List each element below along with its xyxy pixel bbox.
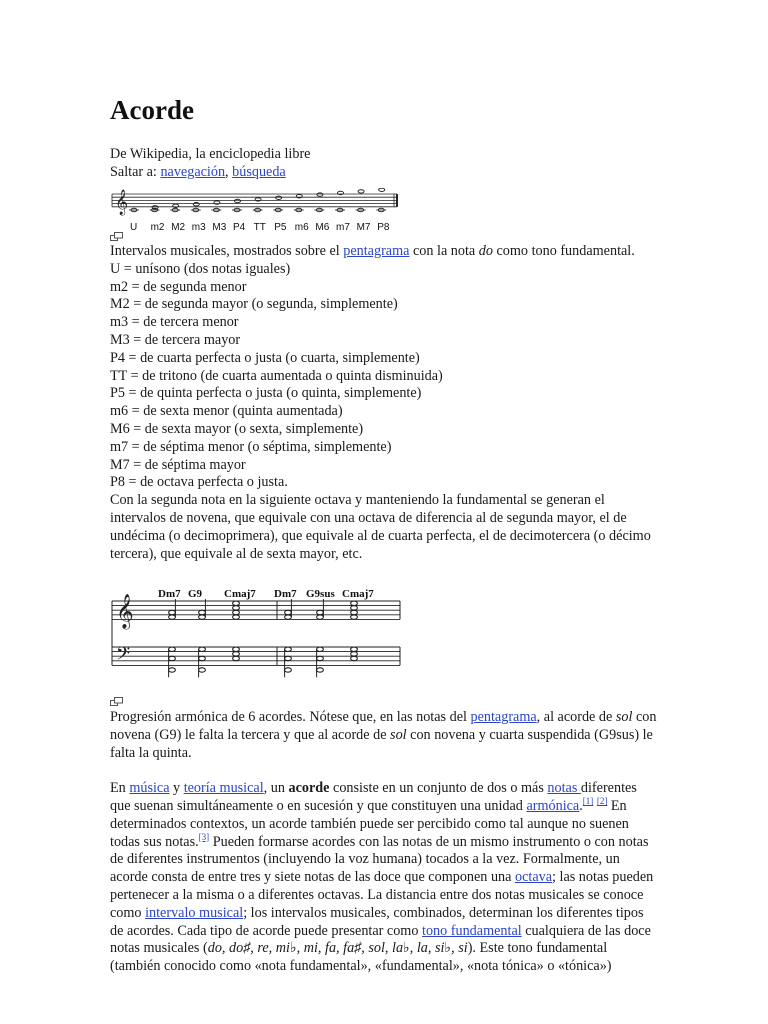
intervals-figure[interactable]	[110, 188, 402, 236]
interval-label: TT	[253, 222, 266, 233]
chord-symbol: Cmaj7	[224, 588, 256, 600]
interval-label: P4	[233, 222, 246, 233]
enlarge-icon[interactable]	[110, 697, 123, 706]
armonica-link[interactable]: armónica	[526, 797, 580, 814]
interval-label: m7	[336, 222, 350, 233]
reference-3[interactable]: [3]	[198, 831, 210, 842]
note-head	[317, 656, 324, 660]
interval-line: M2 = de segunda mayor (o segunda, simplemente)	[110, 296, 398, 313]
chord-symbol: Dm7	[274, 588, 297, 600]
note-head	[233, 647, 240, 651]
interval-line: U = unísono (dos notas iguales)	[110, 260, 291, 277]
note-head	[169, 668, 176, 672]
interval-line: m3 = de tercera menor	[110, 314, 239, 331]
jump-links	[110, 164, 310, 182]
search-link[interactable]: búsqueda	[232, 163, 286, 180]
jump-prefix: Saltar a:	[110, 163, 161, 180]
interval-label: P5	[274, 222, 287, 233]
interval-label: m3	[191, 222, 206, 233]
page-title: Acorde	[110, 95, 194, 125]
note-head	[351, 606, 358, 610]
reference-2[interactable]: [2]	[596, 795, 608, 806]
whole-note	[193, 203, 199, 206]
article-body	[110, 709, 660, 976]
note-head	[285, 668, 292, 672]
interval-line: M3 = de tercera mayor	[110, 331, 241, 348]
subtitle-block	[110, 146, 310, 182]
interval-line: M7 = de séptima mayor	[110, 456, 246, 473]
figure1-caption	[110, 243, 660, 563]
note-head	[199, 656, 206, 660]
interval-label: M6	[315, 222, 330, 233]
progression-figure[interactable]	[110, 585, 406, 693]
tono-fundamental-link[interactable]: tono fundamental	[422, 922, 522, 939]
interval-line: TT = de tritono (de cuarta aumentada o quinta disminuida)	[110, 367, 443, 384]
interval-label: m6	[294, 222, 309, 233]
intro-paragraph: En música y teoría musical, un acorde consiste en un conjunto de dos o más notas diferentes que suenan simultáneamente o en sucesión y que constituyen una unidad armónica.[1] [2] En determinados contextos, un acorde también puede ser percibido como tal aunque no suenen todas sus notas.[3] Pueden formarse acordes con las notas de un mismo instrumento o con notas de diferentes instrumentos (incluyendo la voz humana) tocados a la vez. Formalmente, un acorde consta de entre tres y siete notas de las doce que componen una octava; las notas pueden pertenecer a la misma o a diferentes octavas. La distancia entre dos notas musicales se conoce como intervalo musical; los intervalos musicales, combinados, determinan los diferentes tipos de acordes. Cada tipo de acorde puede presentar como tono fundamental cualquiera de las doce notas musicales (do, do♯, re, mi♭, mi, fa, fa♯, sol, la♭, la, si♭, si). Este tono fundamental (también conocido como «nota fundamental», «fundamental», «nota tónica» o «tónica»)	[110, 780, 654, 975]
intervals-staff-image	[110, 188, 402, 236]
note-head	[285, 615, 292, 619]
interval-extra: Con la segunda nota en la siguiente octava y manteniendo la fundamental se generan el intervalos de novena, que equivale con una octava de diferencia al de segunda mayor, el de undécima (o decimoprimera), que equivale al de cuarta perfecta, el de decimotercera (o décimo tercera), que equivale al de sexta mayor, etc.	[110, 492, 651, 562]
notas-link[interactable]: notas	[547, 780, 581, 797]
interval-line: P4 = de cuarta perfecta o justa (o cuarta, simplemente)	[110, 349, 420, 366]
note-head	[351, 601, 358, 605]
interval-label: M3	[212, 222, 227, 233]
source-line: De Wikipedia, la enciclopedia libre	[110, 146, 311, 162]
musica-link[interactable]: música	[129, 780, 170, 797]
note-head	[233, 610, 240, 614]
whole-note	[317, 193, 323, 196]
note-head	[317, 610, 324, 614]
note-head	[285, 610, 292, 614]
navigation-link[interactable]: navegación	[160, 163, 226, 180]
pentagrama-link-2[interactable]: pentagrama	[470, 709, 537, 725]
octava-link[interactable]: octava	[514, 869, 553, 886]
interval-line: P5 = de quinta perfecta o justa (o quinta, simplemente)	[110, 385, 422, 402]
interval-line: m6 = de sexta menor (quinta aumentada)	[110, 403, 343, 420]
note-head	[233, 606, 240, 610]
note-head	[169, 647, 176, 651]
intervalo-musical-link[interactable]: intervalo musical	[145, 904, 244, 921]
chord-symbol: G9	[188, 588, 203, 600]
note-head	[169, 615, 176, 619]
chord-symbol: G9sus	[306, 588, 335, 600]
interval-label: M7	[356, 222, 371, 233]
interval-label: m2	[150, 222, 165, 233]
interval-line: m2 = de segunda menor	[110, 278, 247, 295]
note-head	[199, 615, 206, 619]
progression-staff-image	[110, 585, 406, 693]
chord-symbol: Dm7	[158, 588, 181, 600]
note-head	[317, 647, 324, 651]
note-head	[199, 668, 206, 672]
note-head	[285, 647, 292, 651]
note-head	[351, 652, 358, 656]
caption-intro: Intervalos musicales, mostrados sobre el pentagrama con la nota do como tono fundamental.	[110, 243, 635, 259]
jump-separator: ,	[225, 163, 233, 180]
interval-label: P8	[377, 222, 390, 233]
note-head	[351, 656, 358, 660]
whole-note	[276, 196, 282, 199]
interval-label: M2	[171, 222, 186, 233]
interval-line: P8 = de octava perfecta o justa.	[110, 474, 288, 491]
teoria-musical-link[interactable]: teoría musical	[183, 780, 264, 797]
note-head	[317, 615, 324, 619]
note-head	[233, 601, 240, 605]
note-head	[233, 656, 240, 660]
bass-clef: 𝄢	[116, 644, 131, 669]
interval-line: m7 = de séptima menor (o séptima, simplemente)	[110, 438, 392, 455]
reference-1[interactable]: [1]	[582, 795, 594, 806]
chord-symbol: Cmaj7	[342, 588, 374, 600]
note-head	[285, 656, 292, 660]
treble-clef: 𝄞	[115, 190, 129, 215]
note-head	[351, 647, 358, 651]
pentagrama-link[interactable]: pentagrama	[343, 243, 410, 259]
note-head	[317, 668, 324, 672]
note-head	[169, 656, 176, 660]
note-head	[351, 610, 358, 614]
interval-line: M6 = de sexta mayor (o sexta, simplemente)	[110, 420, 364, 437]
interval-label: U	[130, 222, 138, 233]
note-head	[199, 610, 206, 614]
note-head	[169, 610, 176, 614]
enlarge-icon[interactable]	[110, 232, 123, 241]
whole-note	[235, 199, 241, 202]
note-head	[199, 647, 206, 651]
treble-clef: 𝄞	[116, 594, 134, 629]
figure2-caption: Progresión armónica de 6 acordes. Nótese que, en las notas del pentagrama, al acorde de sol con novena (G9) le falta la tercera y que al acorde de sol con novena y cuarta suspendida (G9sus) le falta la quinta.	[110, 709, 657, 761]
note-head	[233, 615, 240, 619]
whole-note	[379, 188, 385, 191]
note-head	[351, 615, 358, 619]
whole-note	[358, 190, 364, 193]
note-head	[233, 652, 240, 656]
